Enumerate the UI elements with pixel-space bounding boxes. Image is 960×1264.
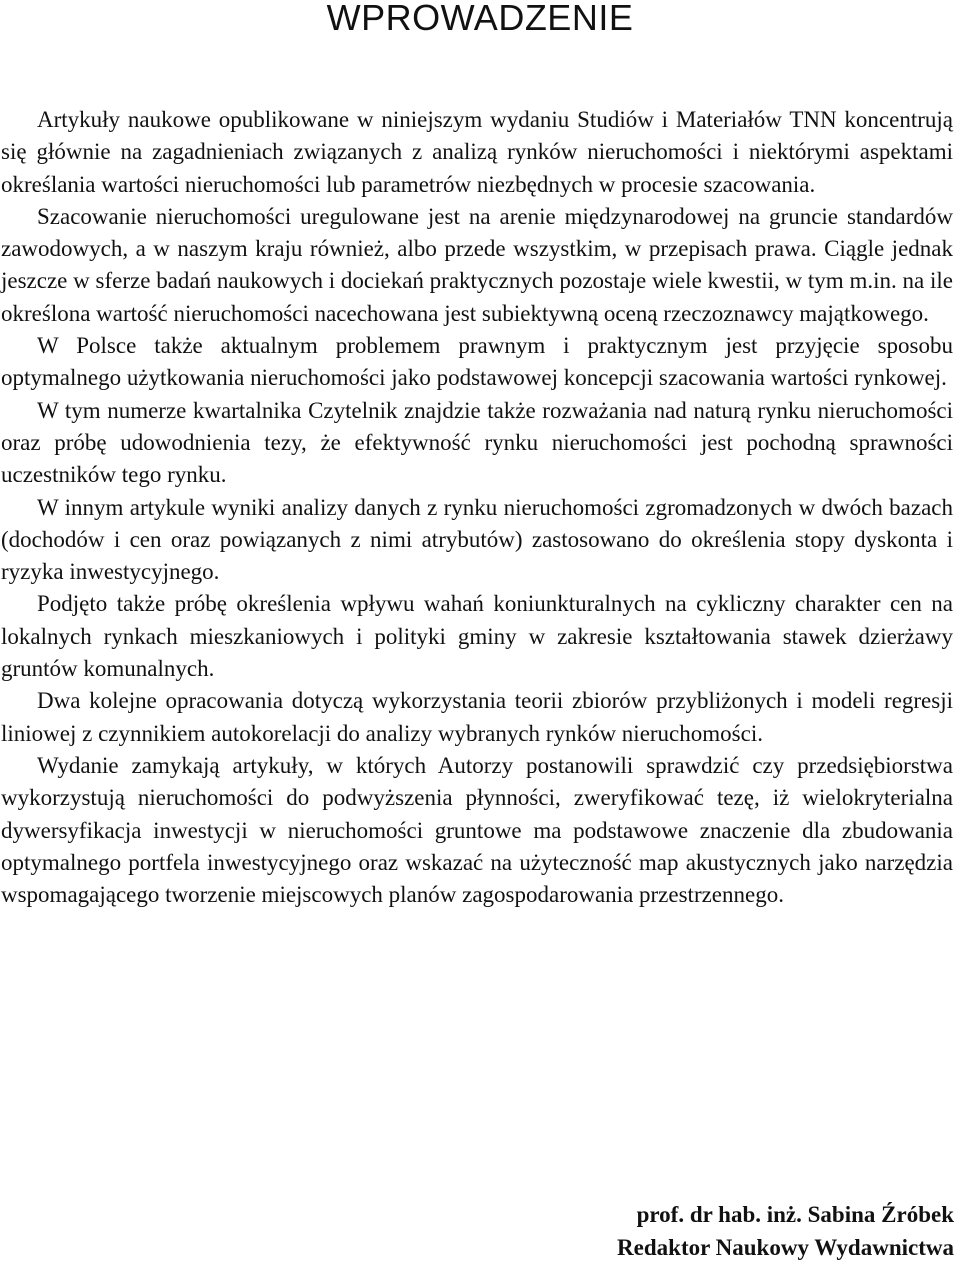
paragraph-7: Dwa kolejne opracowania dotyczą wykorzystania teorii zbiorów przybliżonych i modeli regresji liniowej z czynnikiem autokorelacji do analizy wybranych rynków nieruchomości. bbox=[1, 688, 953, 746]
paragraph-1: Artykuły naukowe opublikowane w niniejszym wydaniu Studiów i Materiałów TNN koncentrują się głównie na zagadnieniach związanych z analizą rynków nieruchomości i niektórymi aspektami określania wartości nieruchomości lub parametrów niezbędnych w procesie szacowania. bbox=[1, 107, 953, 197]
paragraph-2: Szacowanie nieruchomości uregulowane jest na arenie międzynarodowej na gruncie standardów zawodowych, a w naszym kraju również, albo przede wszystkim, w przepisach prawa. Ciągle jednak jeszcze w sferze badań naukowych i dociekań praktycznych pozostaje wiele kwestii, w tym m.in. na ile określona wartość nieruchomości nacechowana jest subiektywną oceną rzeczoznawcy majątkowego. bbox=[1, 203, 953, 326]
paragraph-8: Wydanie zamykają artykuły, w których Autorzy postanowili sprawdzić czy przedsiębiorstwa wykorzystują nieruchomości do podwyższenia płynności, zweryfikować tezę, iż wielokryterialna dywersyfikacja inwestycji w nieruchomości gruntowe ma podstawowe znaczenie dla zbudowania optymalnego portfela inwestycyjnego oraz wskazać na użyteczność map akustycznych jako narzędzia wspomagającego tworzenie miejscowych planów zagospodarowania przestrzennego. bbox=[1, 752, 953, 908]
paragraph-4: W tym numerze kwartalnika Czytelnik znajdzie także rozważania nad naturą rynku nieruchomości oraz próbę udowodnienia tezy, że efektywność rynku nieruchomości jest pochodną sprawności uczestników tego rynku. bbox=[1, 397, 953, 488]
signature-role: Redaktor Naukowy Wydawnictwa bbox=[617, 1235, 954, 1260]
document-body bbox=[1, 104, 953, 911]
signature-name: prof. dr hab. inż. Sabina Źróbek bbox=[636, 1202, 954, 1227]
page-title: WPROWADZENIE bbox=[326, 0, 634, 38]
paragraph-5: W innym artykule wyniki analizy danych z rynku nieruchomości zgromadzonych w dwóch bazach (dochodów i cen oraz powiązanych z nimi atrybutów) zastosowano do określenia stopy dyskonta i ryzyka inwestycyjnego. bbox=[1, 494, 953, 585]
paragraph-6: Podjęto także próbę określenia wpływu wahań koniunkturalnych na cykliczny charakter cen na lokalnych rynkach mieszkaniowych i polityki gminy w zakresie kształtowania stawek dzierżawy gruntów komunalnych. bbox=[1, 591, 953, 682]
signature-block bbox=[617, 1198, 954, 1264]
paragraph-3: W Polsce także aktualnym problemem prawnym i praktycznym jest przyjęcie sposobu optymalnego użytkowania nieruchomości jako podstawowej koncepcji szacowania wartości rynkowej. bbox=[1, 333, 953, 391]
